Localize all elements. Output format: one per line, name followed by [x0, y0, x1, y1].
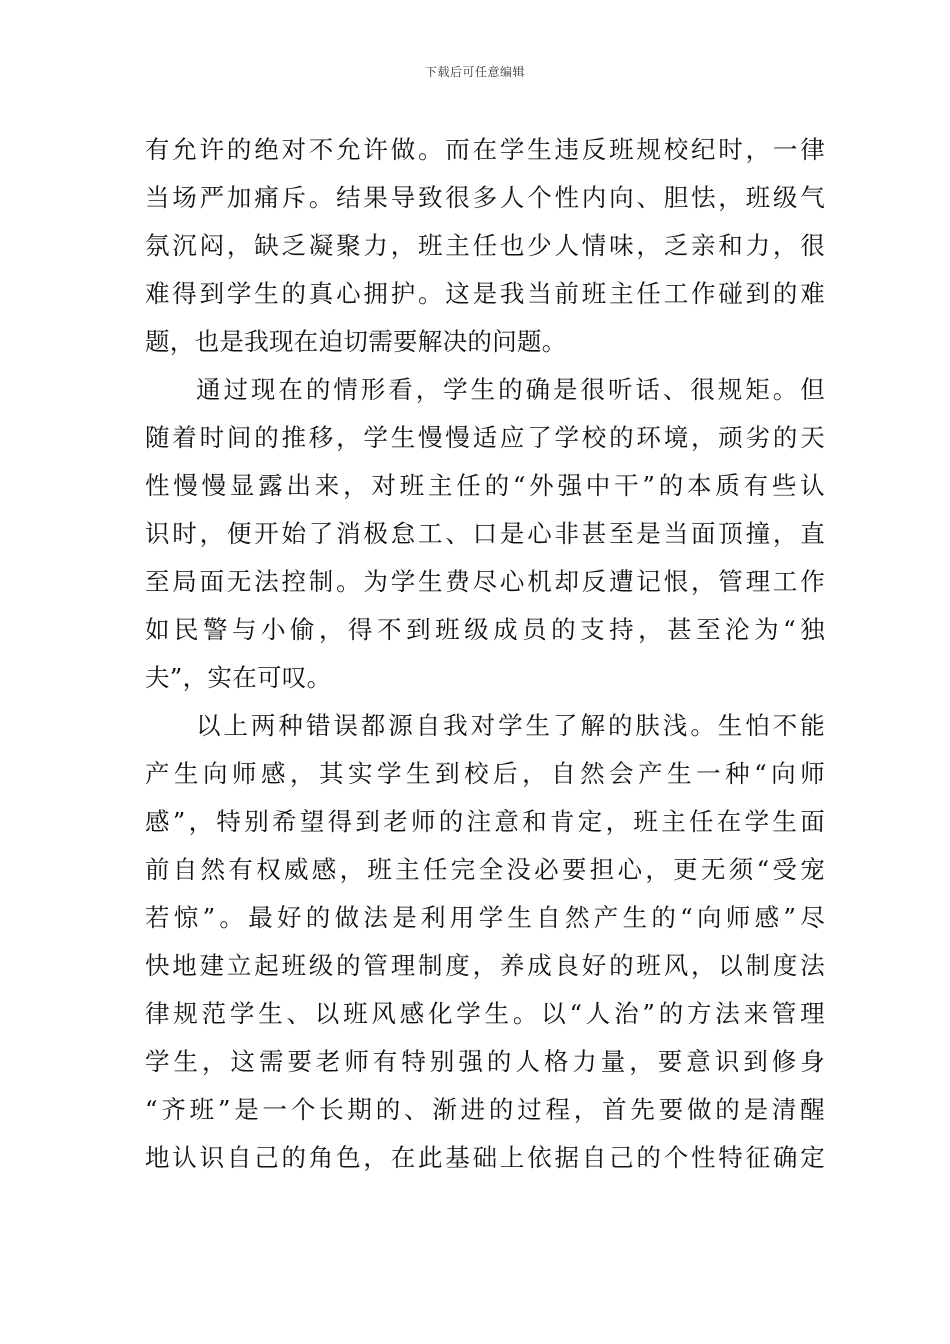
- text-line: 快地建立起班级的管理制度，养成良好的班风，以制度法: [145, 951, 825, 980]
- text-line: 当场严加痛斥。结果导致很多人个性内向、胆怯，班级气: [145, 183, 825, 212]
- body-text: [145, 126, 825, 1182]
- page-header: 下载后可任意编辑: [424, 65, 525, 79]
- text-line: 识时，便开始了消极怠工、口是心非甚至是当面顶撞，直: [145, 519, 825, 548]
- text-line: “齐班”是一个长期的、渐进的过程，首先要做的是清醒: [145, 1095, 825, 1124]
- text-line: 若惊”。最好的做法是利用学生自然产生的“向师感”尽: [145, 903, 825, 932]
- text-line: 产生向师感，其实学生到校后，自然会产生一种“向师: [145, 759, 825, 788]
- text-line: 题，也是我现在迫切需要解决的问题。: [145, 327, 567, 356]
- text-line: 地认识自己的角色，在此基础上依据自己的个性特征确定: [145, 1143, 825, 1172]
- text-line: 前自然有权威感，班主任完全没必要担心，更无须“受宠: [145, 855, 825, 884]
- text-line: 如民警与小偷，得不到班级成员的支持，甚至沦为“独: [145, 615, 825, 644]
- text-line: 通过现在的情形看，学生的确是很听话、很规矩。但: [196, 375, 825, 404]
- text-line: 难得到学生的真心拥护。这是我当前班主任工作碰到的难: [145, 279, 825, 308]
- text-line: 感”，特别希望得到老师的注意和肯定，班主任在学生面: [145, 807, 825, 836]
- text-line: 性慢慢显露出来，对班主任的“外强中干”的本质有些认: [145, 471, 825, 500]
- text-line: 氛沉闷，缺乏凝聚力，班主任也少人情味，乏亲和力，很: [145, 231, 825, 260]
- text-line: 至局面无法控制。为学生费尽心机却反遭记恨，管理工作: [145, 567, 825, 596]
- paragraph: [145, 366, 825, 702]
- text-line: 学生，这需要老师有特别强的人格力量，要意识到修身: [145, 1047, 825, 1076]
- text-line: 有允许的绝对不允许做。而在学生违反班规校纪时，一律: [145, 135, 825, 164]
- text-line: 以上两种错误都源自我对学生了解的肤浅。生怕不能: [196, 711, 825, 740]
- paragraph: [145, 702, 825, 1182]
- text-line: 随着时间的推移，学生慢慢适应了学校的环境，顽劣的天: [145, 423, 825, 452]
- text-line: 律规范学生、以班风感化学生。以“人治”的方法来管理: [145, 999, 825, 1028]
- paragraph: [145, 126, 825, 366]
- text-line: 夫”，实在可叹。: [145, 663, 332, 692]
